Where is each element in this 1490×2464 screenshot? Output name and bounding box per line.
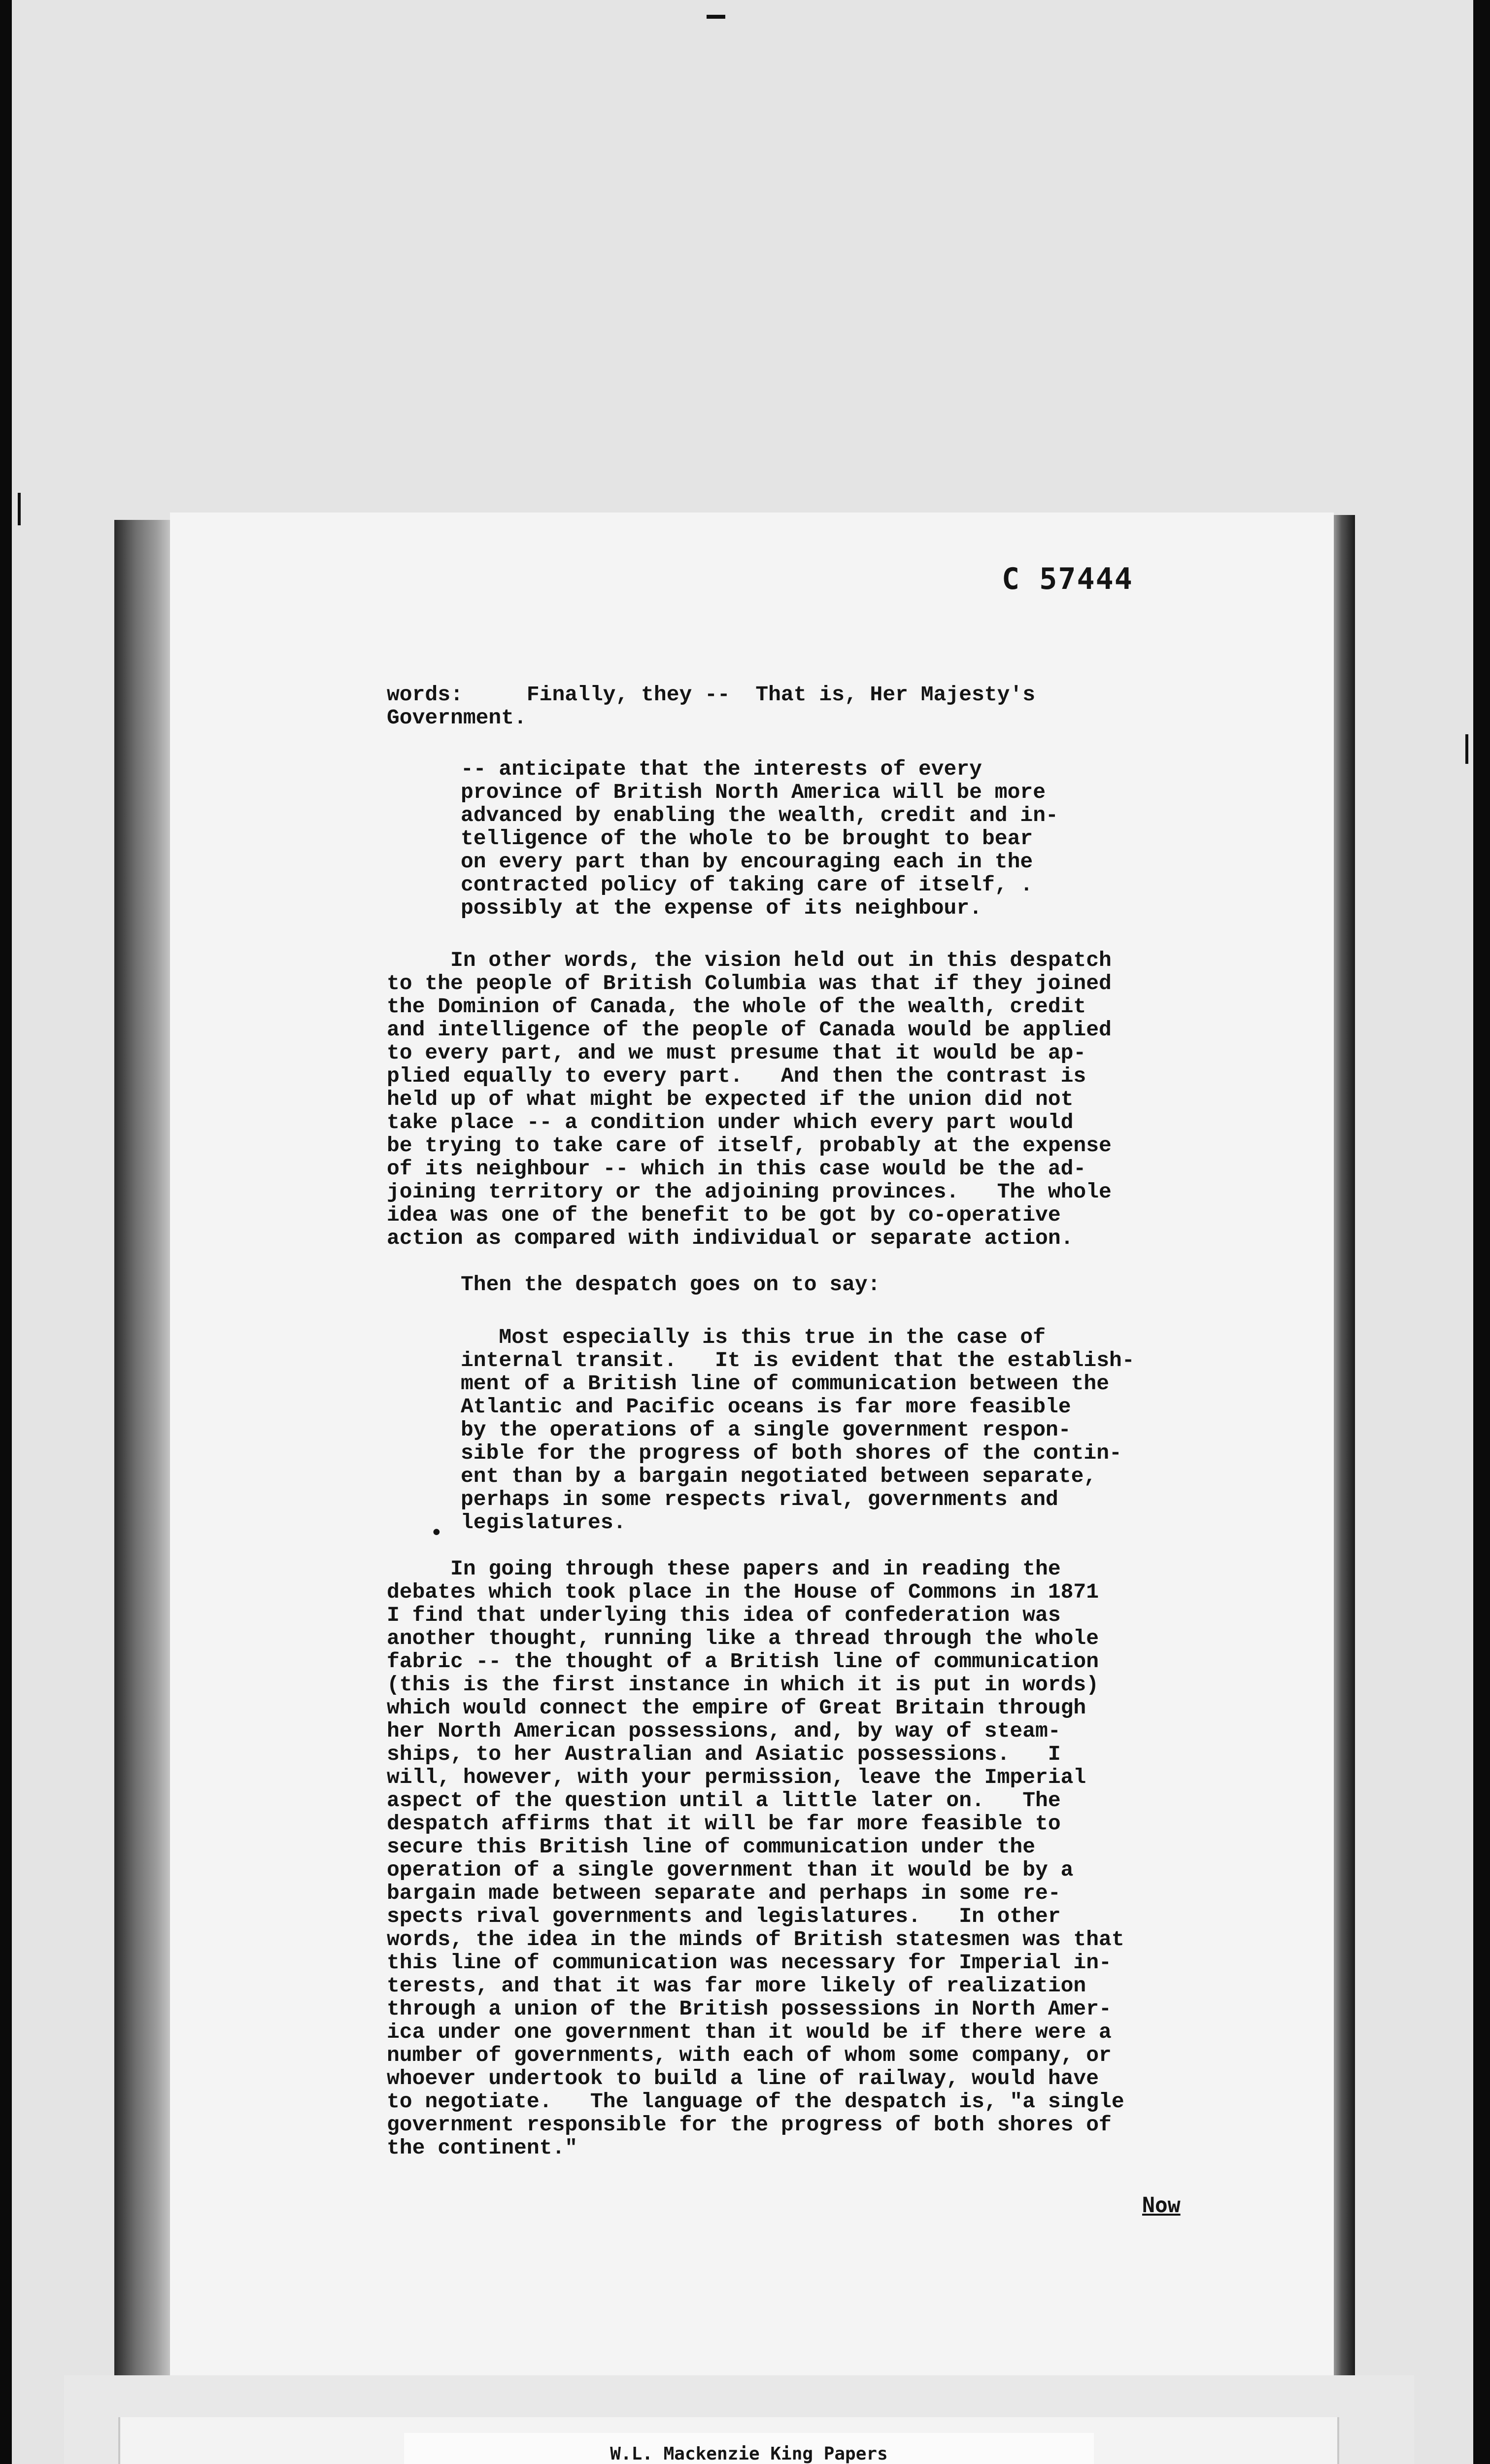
text-line: whoever undertook to build a line of railway, would have [387,2066,1099,2090]
text-line: plied equally to every part. And then the contrast is [387,1064,1086,1088]
collection-label [404,2433,1094,2464]
text-line: this line of communication was necessary for Imperial in- [387,1951,1112,1975]
text-line: despatch affirms that it will be far more feasible to [387,1812,1061,1836]
text-line: to the people of British Columbia was that if they joined [387,971,1112,995]
text-line: be trying to take care of itself, probably at the expense [387,1133,1112,1158]
text-line: bargain made between separate and perhaps in some re- [387,1881,1061,1905]
text-line: will, however, with your permission, leave the Imperial [387,1765,1086,1789]
text-line: spects rival governments and legislatures. In other [387,1904,1061,1928]
paragraph-2: Then the despatch goes on to say: [461,1272,880,1297]
text-line: internal transit. It is evident that the establish- [461,1348,1135,1372]
paragraph-3 [387,1557,1234,2159]
text-line: ica under one government than it would be if there were a [387,2020,1112,2044]
text-line: -- anticipate that the interests of every [461,757,982,781]
text-line: words, the idea in the minds of British statesmen was that [387,1927,1124,1951]
text-line: which would connect the empire of Great Britain through [387,1696,1086,1720]
text-line: Atlantic and Pacific oceans is far more feasible [461,1395,1071,1419]
text-line: Government. [387,706,527,730]
text-line: take place -- a condition under which every part would [387,1110,1074,1134]
text-line: sible for the progress of both shores of the contin- [461,1441,1122,1465]
text-line: by the operations of a single government respon- [461,1418,1071,1442]
text-line: telligence of the whole to be brought to bear [461,826,1033,851]
text-line: perhaps in some respects rival, governments and [461,1487,1058,1511]
text-line: through a union of the British possessions in North Amer- [387,1997,1112,2021]
intro-paragraph [387,683,1234,729]
text-line: Most especially is this true in the case of [461,1325,1046,1349]
text-line: to every part, and we must presume that it would be ap- [387,1041,1086,1065]
stray-bullet-mark: • [431,1523,442,1543]
text-line: her North American possessions, and, by way of steam- [387,1719,1061,1743]
text-line: words: Finally, they -- That is, Her Majesty's [387,683,1036,707]
text-line: the continent." [387,2136,578,2160]
text-line: operation of a single government than it would be by a [387,1858,1074,1882]
catchword: Now [1142,2193,1181,2218]
text-line: debates which took place in the House of Commons in 1871 [387,1580,1099,1604]
text-line: number of governments, with each of whom some company, or [387,2043,1112,2067]
block-quote-2 [461,1326,1259,1534]
film-speck [707,15,725,19]
reference-number: C 57444 [1002,562,1133,596]
text-line: on every part than by encouraging each in the [461,850,1033,874]
text-line: ment of a British line of communication between the [461,1371,1110,1396]
collection-name: W.L. Mackenzie King Papers [610,2444,888,2464]
paragraph-1 [387,949,1234,1250]
text-line: ships, to her Australian and Asiatic possessions. I [387,1742,1061,1766]
text-line: the Dominion of Canada, the whole of the wealth, credit [387,994,1086,1019]
text-line: secure this British line of communication under the [387,1835,1036,1859]
text-line: ent than by a bargain negotiated between separate, [461,1464,1097,1488]
text-line: (this is the first instance in which it is put in words) [387,1673,1099,1697]
text-line: and intelligence of the people of Canada would be applied [387,1018,1112,1042]
text-line: another thought, running like a thread through the whole [387,1626,1099,1650]
text-line: In other words, the vision held out in this despatch [387,948,1112,972]
text-line: of its neighbour -- which in this case would be the ad- [387,1157,1086,1181]
page-shadow-left [114,520,173,2383]
block-quote-1 [461,757,1234,920]
text-line: In going through these papers and in reading the [387,1557,1061,1581]
page-shadow-right [1330,515,1355,2383]
text-line: I find that underlying this idea of confederation was [387,1603,1061,1627]
text-line: possibly at the expense of its neighbour. [461,896,982,920]
film-speck [18,493,21,525]
text-line: advanced by enabling the wealth, credit and in- [461,803,1058,827]
text-line: to negotiate. The language of the despatch is, "a single [387,2089,1124,2114]
text-line: fabric -- the thought of a British line of communication [387,1649,1099,1674]
text-line: joining territory or the adjoining provinces. The whole [387,1180,1112,1204]
film-speck [1465,734,1468,764]
text-line: idea was one of the benefit to be got by co-operative [387,1203,1061,1227]
text-line: contracted policy of taking care of itself, . [461,873,1033,897]
text-line: held up of what might be expected if the union did not [387,1087,1074,1111]
text-line: aspect of the question until a little later on. The [387,1788,1061,1813]
typed-page [170,513,1334,2380]
text-line: province of British North America will be more [461,780,1046,804]
text-line: action as compared with individual or separate action. [387,1226,1074,1250]
text-line: government responsible for the progress of both shores of [387,2113,1112,2137]
text-line: legislatures. [461,1510,626,1535]
text-line: terests, and that it was far more likely of realization [387,1974,1086,1998]
